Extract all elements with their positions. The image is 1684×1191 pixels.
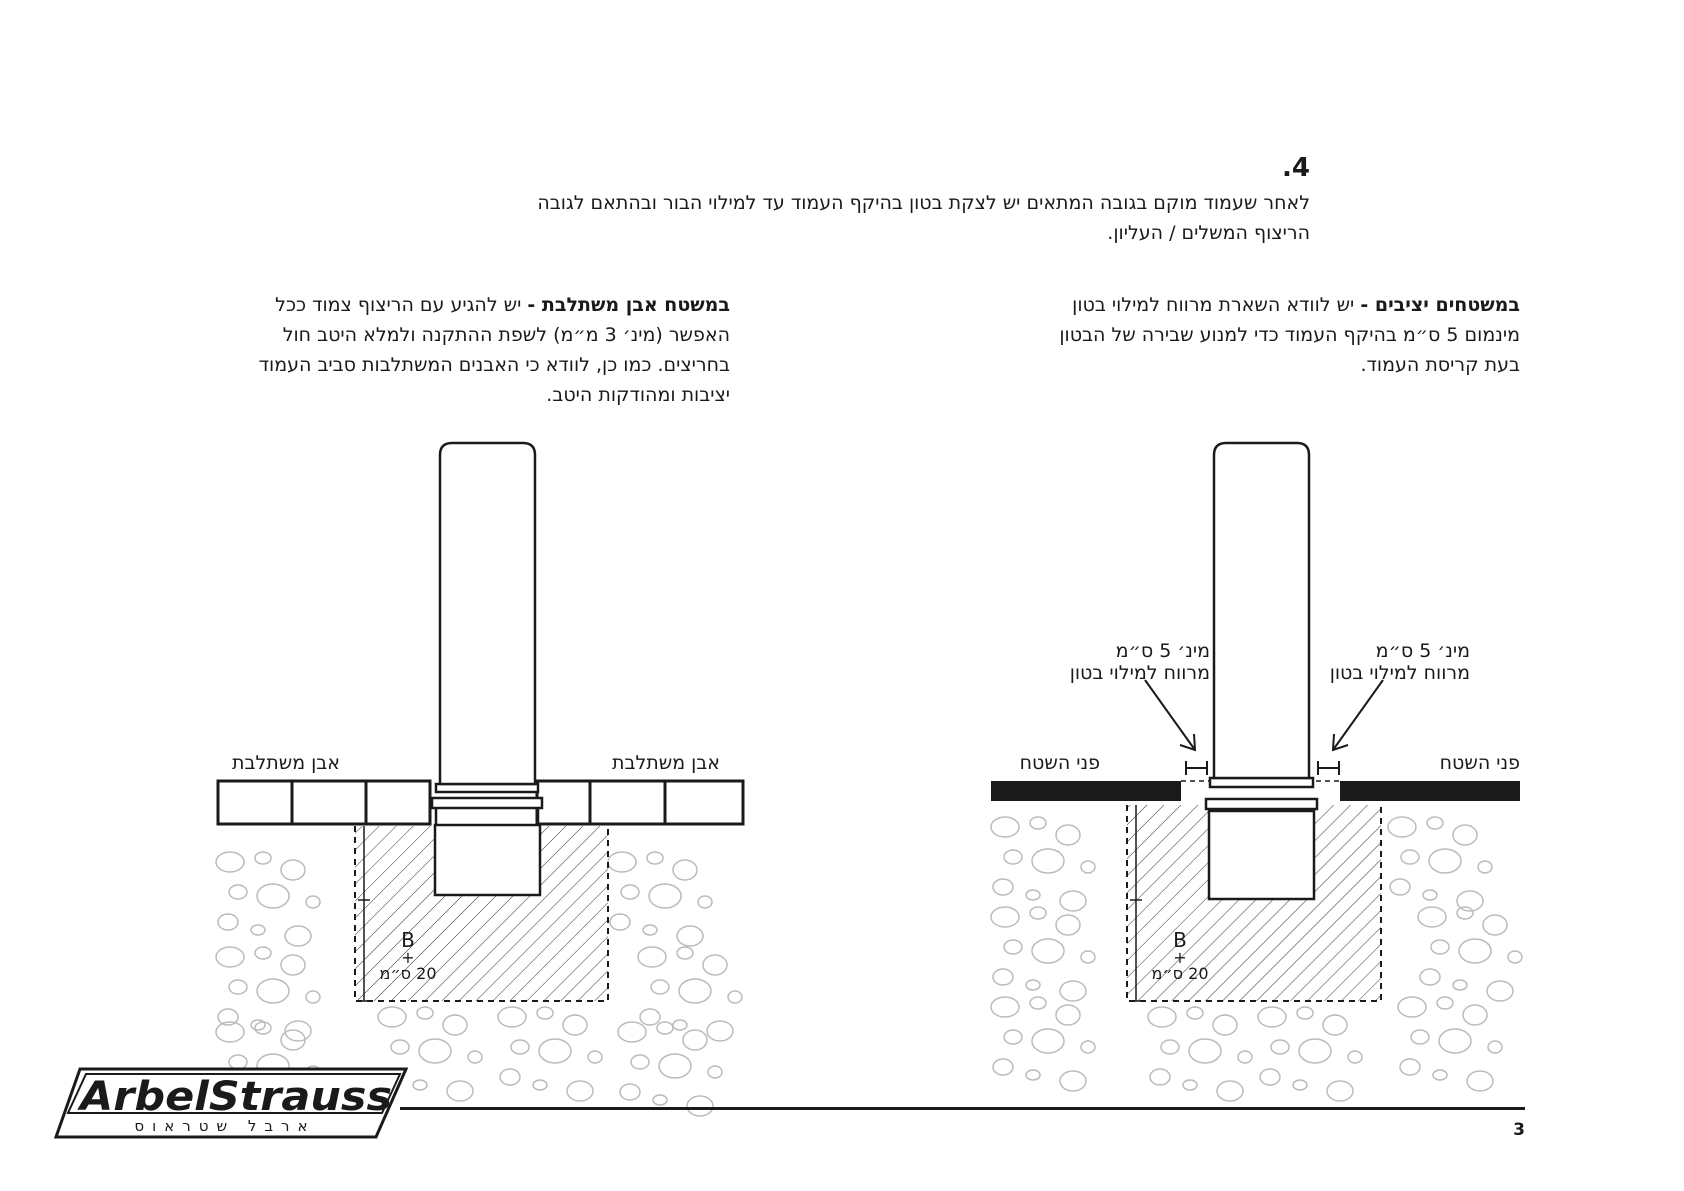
paver-label-left: אבן משתלבת [231, 752, 340, 774]
gap-label-right-line-1: מינ׳ 5 ס״מ [1375, 640, 1470, 662]
stable-depth-cm: 20 ס״מ [1151, 964, 1209, 983]
logo-latin-text: ArbelStrauss [76, 1074, 392, 1120]
paver-bollard [432, 443, 542, 895]
intro-line-1: לאחר שעמוד מוקם בגובה המתאים יש לצקת בטון בהיקף העמוד עד למילוי הבור ובהתאם לגובה [537, 192, 1310, 214]
stable-surfaces-line-1-rest: יש לוודא השארת מרווח למילוי בטון [1072, 294, 1361, 316]
paver-depth-label [378, 930, 438, 982]
paver-surface-line-3: בחריצים. כמו כן, לוודא כי האבנים המשתלבות סביב העמוד [258, 354, 730, 376]
arbel-strauss-logo [50, 1065, 420, 1141]
intro-line-2: הריצוף המשלים / העליון. [1107, 222, 1310, 244]
surface-label-right: פני השטח [1439, 752, 1520, 774]
gap-label-left-line-1: מינ׳ 5 ס״מ [1115, 640, 1210, 662]
stable-surfaces-line-2: מינמום 5 ס״מ בהיקף העמוד כדי למנוע שבירה של הבטון [1059, 324, 1520, 346]
surface-label-left: פני השטח [1019, 752, 1100, 774]
page-number: 3 [1513, 1120, 1525, 1140]
gap-label-right-line-2: מרווח למילוי בטון [1329, 662, 1470, 684]
stable-surfaces-line-3: בעת קריסת העמוד. [1360, 354, 1520, 376]
paver-surface-line-2: האפשר (מינ׳ 3 מ״מ) לשפת ההתקנה ולמלא היטב חול [282, 324, 730, 346]
footer-rule [400, 1107, 1525, 1110]
stable-depth-plus: + [1173, 948, 1187, 967]
paver-depth-b: B [401, 928, 415, 952]
paver-surface-line-1-rest: יש להגיע עם הריצוף צמוד ככל [275, 294, 528, 316]
paver-depth-cm: 20 ס״מ [379, 964, 437, 983]
gap-label-left-line-2: מרווח למילוי בטון [1069, 662, 1210, 684]
paver-depth-plus: + [401, 948, 415, 967]
stable-surfaces-heading: במשטחים יציבים - [1360, 294, 1520, 316]
paver-surface-line-4: יציבות ומהודקות היטב. [546, 384, 730, 406]
stable-depth-b: B [1173, 928, 1187, 952]
stable-depth-label [1150, 930, 1210, 982]
gap-label-left [1040, 640, 1210, 684]
surface-slab-right [1340, 781, 1520, 801]
paver-surface-heading: במשטח אבן משתלבת - [527, 294, 730, 316]
step-number: .4 [1282, 153, 1310, 183]
gap-label-right [1300, 640, 1470, 684]
paver-label-right: אבן משתלבת [611, 752, 720, 774]
paver-diagram [216, 443, 743, 1116]
logo-hebrew-text: ארבל שטראוס [134, 1117, 316, 1135]
surface-slab-left [991, 781, 1181, 801]
